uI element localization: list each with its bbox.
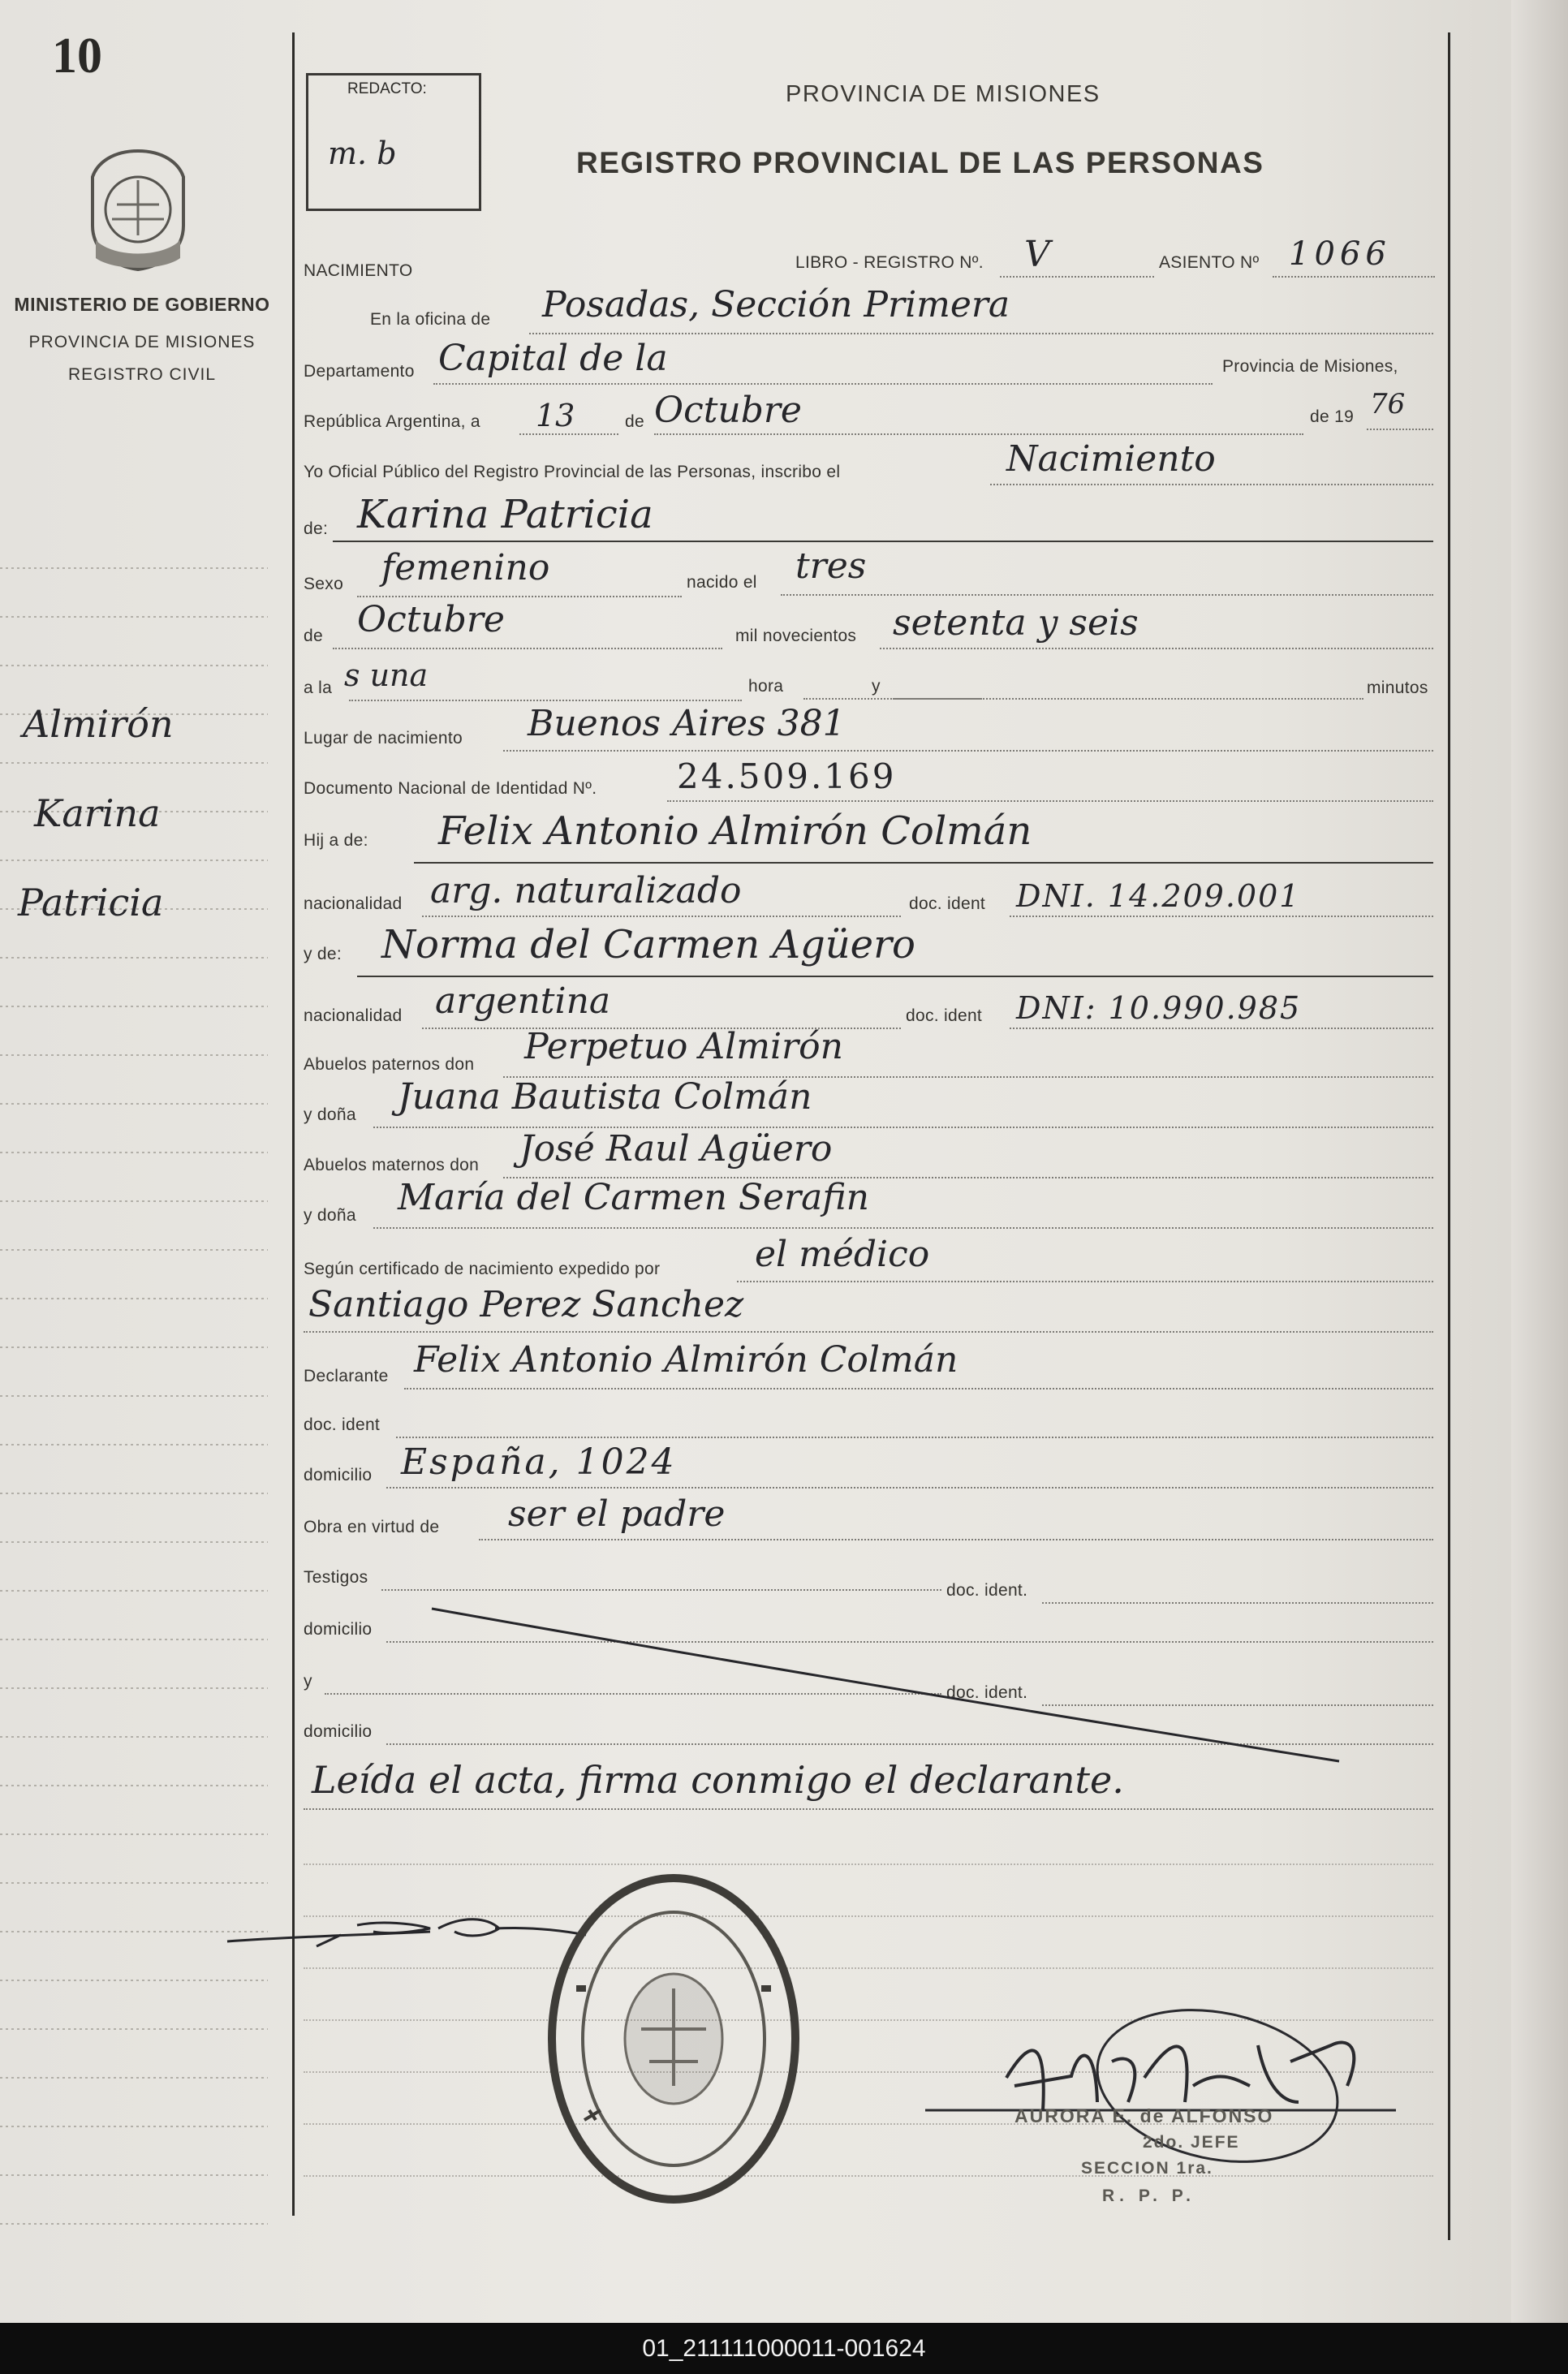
name-line (333, 541, 1433, 542)
ruled-line (304, 1967, 1433, 1969)
year-label: de 19 (1310, 407, 1355, 426)
declarante-doc-label: doc. ident (304, 1415, 381, 1434)
day-line (519, 433, 618, 435)
father-line (414, 862, 1433, 864)
domicilio-line (386, 1487, 1433, 1489)
birth-year-value: setenta y seis (893, 602, 1139, 644)
child-name-value: Karina Patricia (357, 492, 653, 537)
father-docident-label: doc. ident (909, 894, 986, 913)
abuelos-maternos-label: Abuelos maternos don (304, 1156, 480, 1174)
domicilio-label: domicilio (304, 1466, 373, 1484)
page-edge (1511, 0, 1568, 2323)
libro-value: V (1024, 234, 1050, 275)
testigo2-line (325, 1693, 941, 1695)
abuela-paterna-label: y doña (304, 1105, 356, 1124)
mil-novecientos-label: mil novecientos (735, 627, 857, 645)
sexo-label: Sexo (304, 575, 344, 593)
nacido-value: tres (795, 545, 867, 587)
redacto-initials: m. b (328, 136, 397, 171)
father-doc-line (1010, 916, 1433, 917)
redacto-box (306, 73, 481, 211)
asiento-label: ASIENTO Nº (1159, 253, 1260, 272)
year-value: 76 (1370, 388, 1406, 420)
testigo2-doc-label: doc. ident. (946, 1683, 1028, 1702)
mother-nationality-value: argentina (435, 980, 611, 1022)
testigo2-doc-line (1042, 1704, 1433, 1706)
mother-docident-label: doc. ident (906, 1006, 983, 1025)
abuelo-paterno-value: Perpetuo Almirón (524, 1026, 843, 1067)
margin-middle-name: Patricia (18, 881, 164, 924)
obra-value: ser el padre (508, 1493, 726, 1535)
margin-first-name: Karina (34, 791, 161, 835)
inscribe-value: Nacimiento (1006, 438, 1216, 480)
province-title: PROVINCIA DE MISIONES (786, 81, 1101, 107)
mother-nac-label: nacionalidad (304, 1006, 403, 1025)
redacto-label: REDACTO: (347, 80, 427, 97)
obra-label: Obra en virtud de (304, 1518, 440, 1536)
alas-value: s una (344, 657, 429, 693)
lugar-label: Lugar de nacimiento (304, 729, 463, 748)
father-doc-value: DNI. 14.209.001 (1016, 878, 1301, 914)
ruled-line (304, 1863, 1433, 1865)
abuela-materna-label: y doña (304, 1206, 356, 1225)
lugar-line (503, 750, 1433, 752)
declarant-signature (219, 1899, 592, 1964)
obra-line (479, 1539, 1433, 1540)
stamp-section: SECCION 1ra. (1081, 2159, 1213, 2178)
closing-statement: Leída el acta, firma conmigo el declarante. (312, 1758, 1124, 1802)
month-de-label: de (625, 412, 644, 431)
dni-value: 24.509.169 (677, 756, 897, 796)
abuela-mat-line (373, 1227, 1433, 1229)
medico-value: Santiago Perez Sanchez (308, 1284, 744, 1325)
declarante-line (404, 1388, 1433, 1390)
name-de-label: de: (304, 519, 329, 538)
testigo2-y-label: y (304, 1672, 312, 1691)
birth-month-de-label: de (304, 627, 323, 645)
mother-doc-line (1010, 1028, 1433, 1029)
departamento-label: Departamento (304, 362, 415, 381)
segun-line (737, 1281, 1433, 1282)
dni-label: Documento Nacional de Identidad Nº. (304, 779, 597, 798)
sexo-line (357, 596, 682, 597)
testigo1-doc-label: doc. ident. (946, 1581, 1028, 1600)
testigo2-domicilio-label: domicilio (304, 1722, 373, 1741)
testigos-label: Testigos (304, 1568, 368, 1587)
right-frame-line (1448, 32, 1450, 2240)
father-nationality-value: arg. naturalizado (430, 870, 742, 911)
oficina-line (529, 333, 1433, 334)
declarante-value: Felix Antonio Almirón Colmán (414, 1339, 958, 1381)
mother-line (357, 976, 1433, 977)
nacido-line (781, 594, 1433, 596)
medico-line (304, 1331, 1433, 1333)
registry-title: REGISTRO PROVINCIAL DE LAS PERSONAS (576, 146, 1264, 179)
nacido-label: nacido el (687, 573, 757, 592)
stamp-office: R. P. P. (1102, 2187, 1195, 2205)
minutos-label: minutos (1367, 679, 1428, 697)
mother-doc-value: DNI: 10.990.985 (1016, 990, 1302, 1026)
minutos-line (893, 698, 1363, 700)
stamp-official-name: AURORA E. de ALFONSO (1014, 2105, 1274, 2126)
inscribe-line (990, 484, 1433, 485)
hijo-label: Hij a de: (304, 831, 368, 850)
official-stamp-icon (544, 1867, 803, 2216)
abuela-materna-value: María del Carmen Serafin (398, 1177, 870, 1218)
departamento-value: Capital de la (438, 338, 668, 379)
mother-name-value: Norma del Carmen Agüero (381, 922, 915, 967)
abuelo-materno-value: José Raul Agüero (519, 1128, 833, 1170)
segun-value: el médico (755, 1234, 930, 1275)
asiento-line (1273, 276, 1435, 278)
left-frame-line (292, 32, 295, 2216)
father-nac-label: nacionalidad (304, 894, 403, 913)
testigos-line (381, 1589, 941, 1591)
dni-line (667, 800, 1433, 802)
father-nac-line (422, 916, 901, 917)
testigo2-dom-line (386, 1743, 1433, 1745)
oficial-label: Yo Oficial Público del Registro Provincial de las Personas, inscribo el (304, 463, 841, 481)
margin-surname: Almirón (23, 702, 174, 746)
testigo1-dom-line (386, 1641, 1433, 1643)
libro-label: LIBRO - REGISTRO Nº. (795, 253, 984, 272)
testigo1-doc-line (1042, 1602, 1433, 1604)
ministry-province: PROVINCIA DE MISIONES (28, 333, 256, 351)
sexo-value: femenino (381, 547, 550, 588)
ministry-title: MINISTERIO DE GOBIERNO (14, 294, 270, 315)
abuela-paterna-value: Juana Bautista Colmán (398, 1076, 812, 1118)
birth-year-line (880, 648, 1433, 649)
day-value: 13 (536, 398, 575, 433)
birth-month-line (333, 648, 722, 649)
declarante-label: Declarante (304, 1367, 389, 1385)
birth-month-value: Octubre (357, 599, 505, 640)
official-signature (909, 1980, 1412, 2183)
libro-line (1000, 276, 1154, 278)
hora-line (349, 700, 742, 701)
testigo1-domicilio-label: domicilio (304, 1620, 373, 1639)
record-type-label: NACIMIENTO (304, 261, 413, 280)
asiento-value: 1066 (1289, 235, 1391, 273)
domicilio-value: España, 1024 (401, 1441, 677, 1483)
departamento-line (433, 383, 1213, 385)
oficina-label: En la oficina de (370, 310, 491, 329)
stamp-official-role: 2do. JEFE (1143, 2133, 1240, 2152)
page-number: 10 (52, 28, 102, 84)
hora-label: hora (748, 677, 784, 696)
republica-label: República Argentina, a (304, 412, 480, 431)
oficina-value: Posadas, Sección Primera (542, 284, 1010, 325)
month-value: Octubre (654, 390, 802, 431)
y-label: y (872, 677, 881, 696)
segun-label: Según certificado de nacimiento expedido por (304, 1260, 661, 1278)
ministry-registry: REGISTRO CIVIL (67, 365, 217, 384)
month-line (654, 433, 1303, 435)
father-name-value: Felix Antonio Almirón Colmán (438, 808, 1032, 854)
image-footer-id: 01_211111000011-001624 (0, 2323, 1568, 2374)
provincia-label: Provincia de Misiones, (1222, 357, 1398, 376)
alas-label: a la (304, 679, 333, 697)
abuelos-paternos-label: Abuelos paternos don (304, 1055, 475, 1074)
closing-line (304, 1808, 1433, 1810)
year-line (1367, 429, 1433, 430)
declarante-doc-line (396, 1437, 1433, 1438)
lugar-value: Buenos Aires 381 (528, 703, 846, 744)
coat-of-arms-icon (81, 144, 195, 274)
yde-label: y de: (304, 945, 342, 963)
